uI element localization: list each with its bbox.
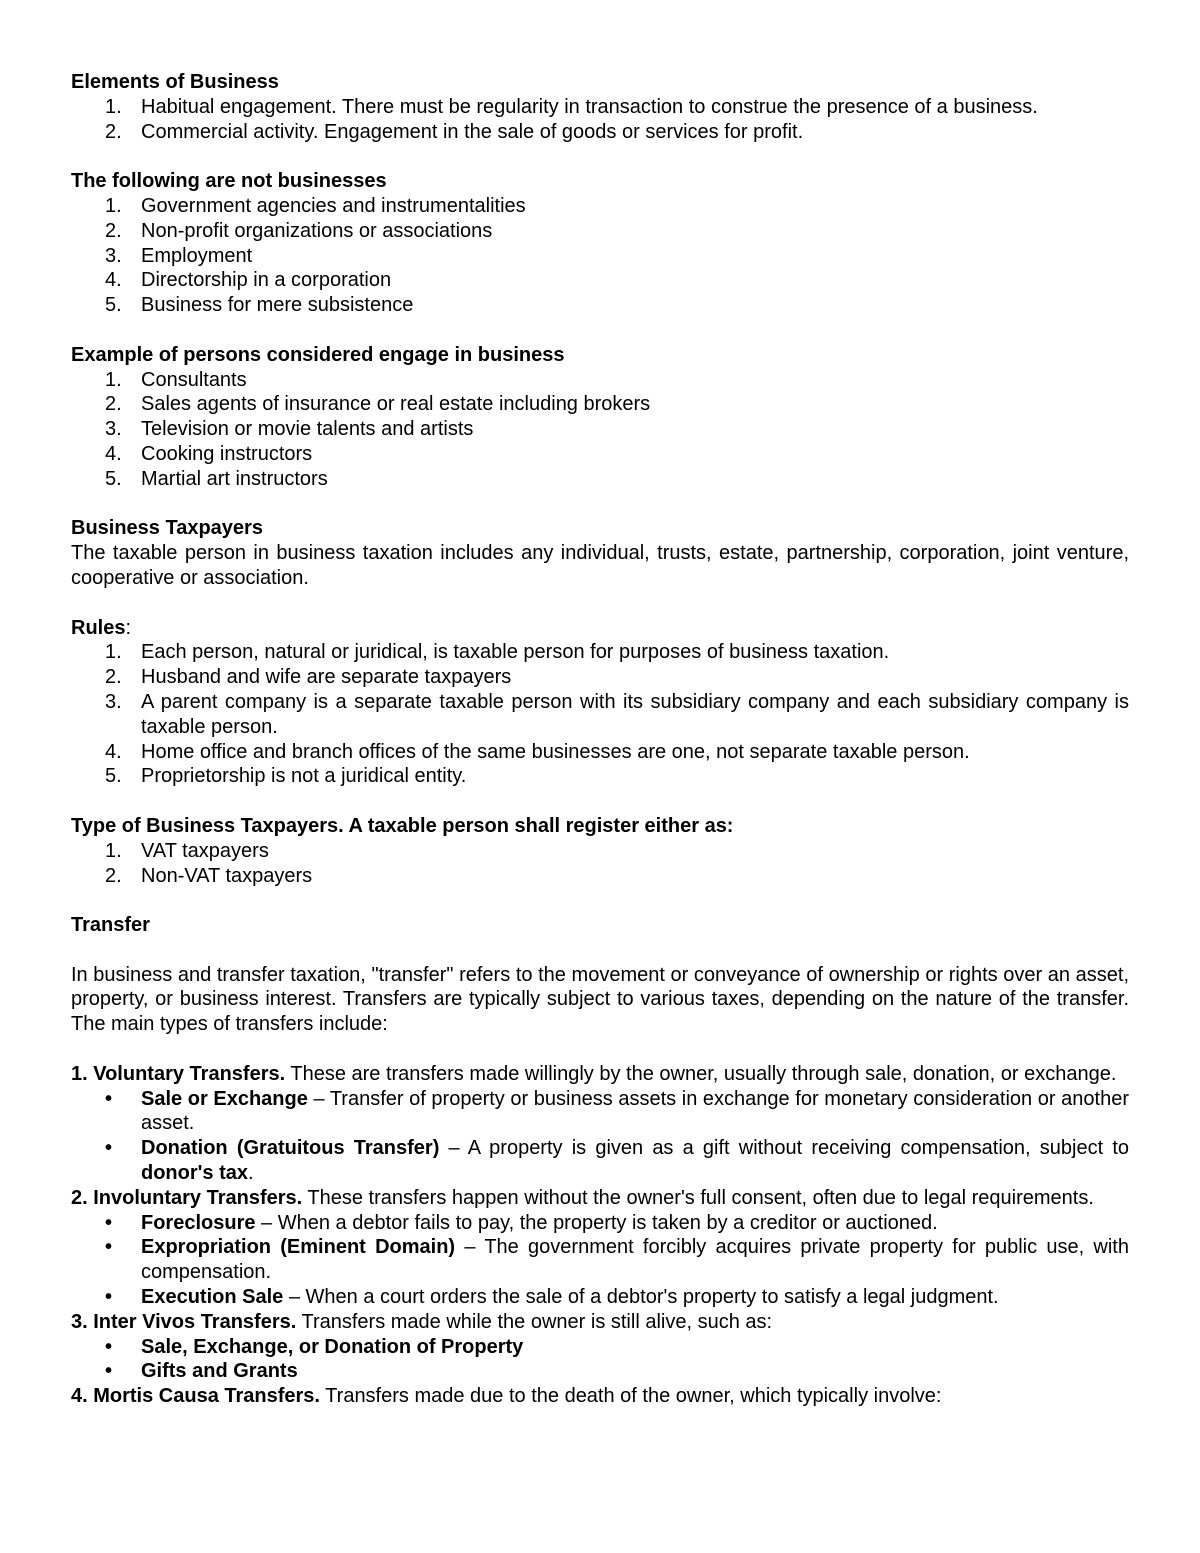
list-item: 5. Proprietorship is not a juridical entity. [105, 765, 467, 788]
bullet-icon: • [105, 1211, 113, 1234]
types-list [71, 839, 1129, 889]
list-item: 3. A parent company is a separate taxable person with its subsidiary company and each subsidiary company is taxable person. [105, 690, 1129, 738]
section-heading-elements: Elements of Business [71, 71, 279, 93]
voluntary-transfers-list [71, 1087, 1129, 1186]
involuntary-transfers-list [71, 1211, 1129, 1310]
inter-vivos-transfers-paragraph: 3. Inter Vivos Transfers. Transfers made while the owner is still alive, such as: [71, 1310, 773, 1333]
list-item: 1. Consultants [105, 368, 247, 391]
section-heading-not-businesses: The following are not businesses [71, 170, 387, 193]
list-item: 4. Home office and branch offices of the same businesses are one, not separate taxable person. [105, 740, 970, 763]
inter-vivos-transfers-list [71, 1335, 1129, 1385]
list-item: 1. Each person, natural or juridical, is taxable person for purposes of business taxation. [105, 641, 890, 664]
list-item: • Sale or Exchange – Transfer of property or business assets in exchange for monetary consideration or another asset. [105, 1087, 1129, 1135]
examples-list [71, 368, 1129, 492]
list-item: • Donation (Gratuitous Transfer) – A property is given as a gift without receiving compensation, subject to donor's tax. [105, 1137, 1130, 1185]
list-item: 2. Sales agents of insurance or real estate including brokers [105, 393, 651, 416]
list-item: 4. Cooking instructors [105, 442, 313, 465]
section-heading-rules: Rules: [71, 616, 132, 639]
list-item: 2. Commercial activity. Engagement in the sale of goods or services for profit. [105, 120, 804, 143]
bullet-icon: • [105, 1360, 113, 1383]
list-item: 2. Non-VAT taxpayers [105, 864, 313, 887]
document-page [71, 70, 1129, 1409]
list-item: 5. Business for mere subsistence [105, 294, 414, 317]
list-item: • Foreclosure – When a debtor fails to pay, the property is taken by a creditor or auctioned. [105, 1211, 938, 1234]
bullet-icon: • [105, 1335, 113, 1358]
transfer-intro-paragraph: In business and transfer taxation, "transfer" refers to the movement or conveyance of ownership or rights over an asset, property, or business interest. Transfers are typically subject to various taxes, depending on the nature of the transfer. The main types of transfers include: [71, 963, 1129, 1036]
list-item: 2. Non-profit organizations or associations [105, 219, 493, 242]
list-item: 1. Habitual engagement. There must be regularity in transaction to construe the presence of a business. [105, 95, 1038, 118]
involuntary-transfers-paragraph: 2. Involuntary Transfers. These transfers happen without the owner's full consent, often due to legal requirements. [71, 1186, 1094, 1209]
not-businesses-list [71, 194, 1129, 318]
list-item: 4. Directorship in a corporation [105, 269, 392, 292]
section-heading-transfer: Transfer [71, 914, 150, 937]
list-item: 3. Employment [105, 244, 253, 267]
bullet-icon: • [105, 1087, 113, 1110]
bullet-icon: • [105, 1137, 113, 1160]
bullet-icon: • [105, 1236, 113, 1259]
section-heading-types: Type of Business Taxpayers. A taxable person shall register either as: [71, 814, 734, 837]
mortis-causa-transfers-paragraph: 4. Mortis Causa Transfers. Transfers made due to the death of the owner, which typically involve: [71, 1385, 942, 1408]
elements-list [71, 95, 1129, 145]
list-item: • Gifts and Grants [105, 1360, 298, 1383]
rules-list [71, 640, 1129, 789]
list-item: 5. Martial art instructors [105, 467, 328, 490]
list-item: 1. VAT taxpayers [105, 839, 269, 862]
list-item: 2. Husband and wife are separate taxpayers [105, 666, 512, 689]
list-item: 3. Television or movie talents and artists [105, 418, 474, 441]
list-item: • Expropriation (Eminent Domain) – The government forcibly acquires private property for public use, with compensation. [105, 1236, 1129, 1284]
list-item: 1. Government agencies and instrumentalities [105, 194, 526, 217]
section-heading-examples: Example of persons considered engage in business [71, 343, 565, 366]
section-heading-taxpayers: Business Taxpayers [71, 517, 263, 540]
list-item: • Sale, Exchange, or Donation of Property [105, 1335, 524, 1358]
taxpayers-paragraph: The taxable person in business taxation includes any individual, trusts, estate, partnership, corporation, joint venture, cooperative or association. [71, 542, 1129, 589]
bullet-icon: • [105, 1286, 113, 1309]
voluntary-transfers-paragraph: 1. Voluntary Transfers. These are transfers made willingly by the owner, usually through sale, donation, or exchange. [71, 1062, 1117, 1085]
list-item: • Execution Sale – When a court orders the sale of a debtor's property to satisfy a legal judgment. [105, 1286, 999, 1309]
